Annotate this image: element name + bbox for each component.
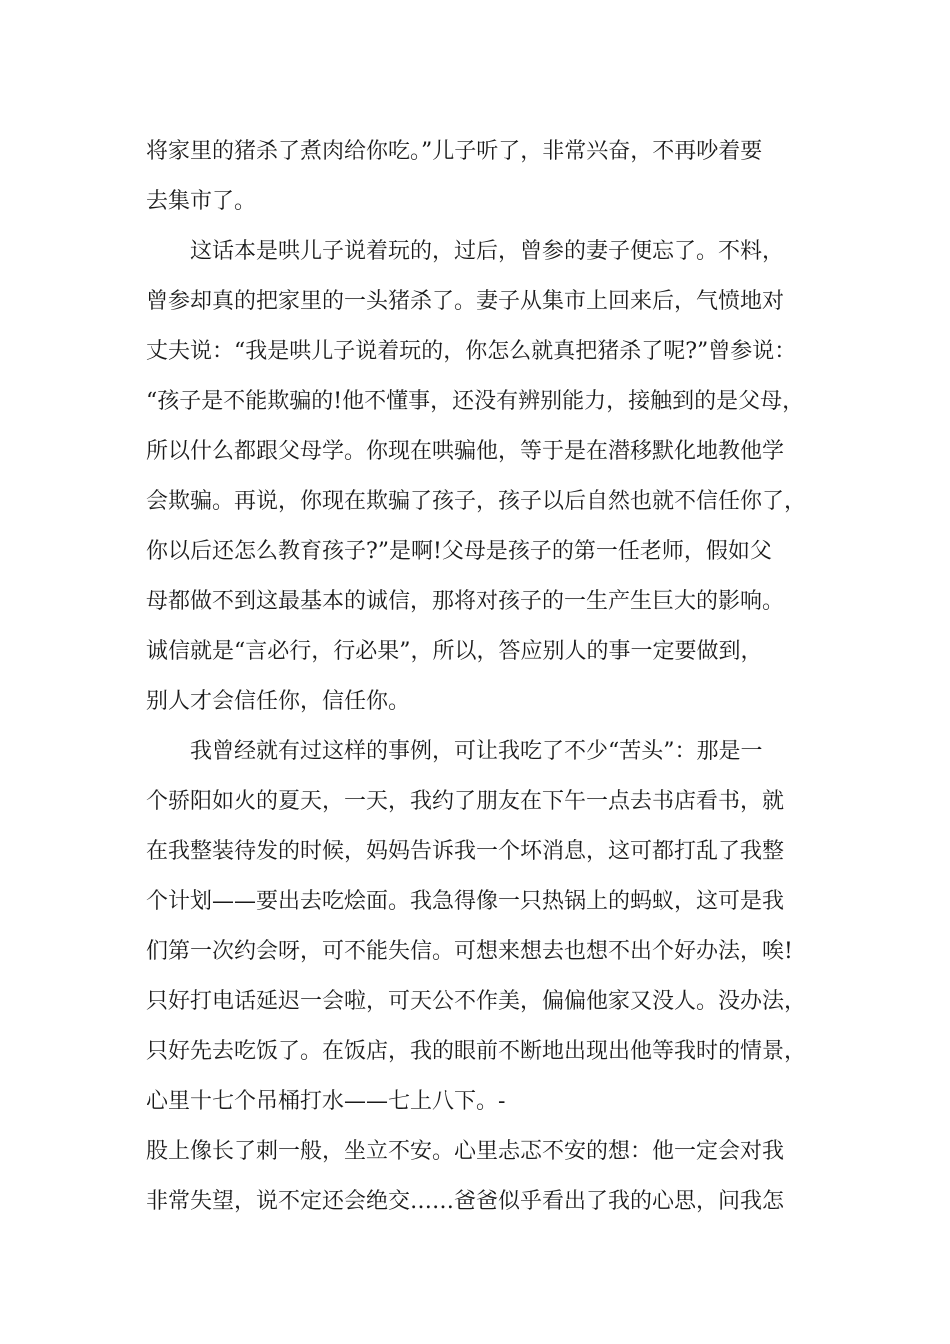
text-line-1: 将家里的猪杀了煮肉给你吃。”儿子听了，非常兴奋，不再吵着要 (146, 139, 763, 164)
text-line-5: 丈夫说：“我是哄儿子说着玩的，你怎么就真把猪杀了呢?”曾参说： (146, 339, 797, 364)
text-line-14: 个骄阳如火的夏天，一天，我约了朋友在下午一点去书店看书，就 (146, 789, 785, 814)
text-line-22: 非常失望，说不定还会绝交……爸爸似乎看出了我的心思，问我怎 (146, 1189, 785, 1214)
text-line-19: 只好先去吃饭了。在饭店，我的眼前不断地出现出他等我时的情景， (146, 1039, 807, 1064)
text-line-8: 会欺骗。再说，你现在欺骗了孩子，孩子以后自然也就不信任你了， (146, 489, 807, 514)
text-line-20: 心里十七个吊桶打水——七上八下。- (146, 1089, 506, 1114)
text-line-4: 曾参却真的把家里的一头猪杀了。妻子从集市上回来后，气愤地对 (146, 289, 785, 314)
text-line-2: 去集市了。 (146, 189, 257, 214)
text-line-13: 我曾经就有过这样的事例，可让我吃了不少“苦头”：那是一 (190, 739, 763, 764)
text-line-9: 你以后还怎么教育孩子?”是啊!父母是孩子的第一任老师，假如父 (146, 539, 772, 564)
text-line-21: 股上像长了刺一般，坐立不安。心里忐忑不安的想：他一定会对我 (146, 1139, 785, 1164)
text-line-15: 在我整装待发的时候，妈妈告诉我一个坏消息，这可都打乱了我整 (146, 839, 785, 864)
text-line-11: 诚信就是“言必行，行必果”，所以，答应别人的事一定要做到， (146, 639, 763, 664)
text-line-10: 母都做不到这最基本的诚信，那将对孩子的一生产生巨大的影响。 (146, 589, 785, 614)
text-line-7: 所以什么都跟父母学。你现在哄骗他，等于是在潜移默化地教他学 (146, 439, 785, 464)
text-line-17: 们第一次约会呀，可不能失信。可想来想去也想不出个好办法，唉! (146, 939, 793, 964)
text-line-16: 个计划——要出去吃烩面。我急得像一只热锅上的蚂蚁，这可是我 (146, 889, 785, 914)
text-line-3: 这话本是哄儿子说着玩的，过后，曾参的妻子便忘了。不料， (190, 239, 785, 264)
text-line-18: 只好打电话延迟一会啦，可天公不作美，偏偏他家又没人。没办法， (146, 989, 807, 1014)
text-line-6: “孩子是不能欺骗的!他不懂事，还没有辨别能力，接触到的是父母， (146, 389, 805, 414)
text-line-12: 别人才会信任你，信任你。 (146, 689, 411, 714)
